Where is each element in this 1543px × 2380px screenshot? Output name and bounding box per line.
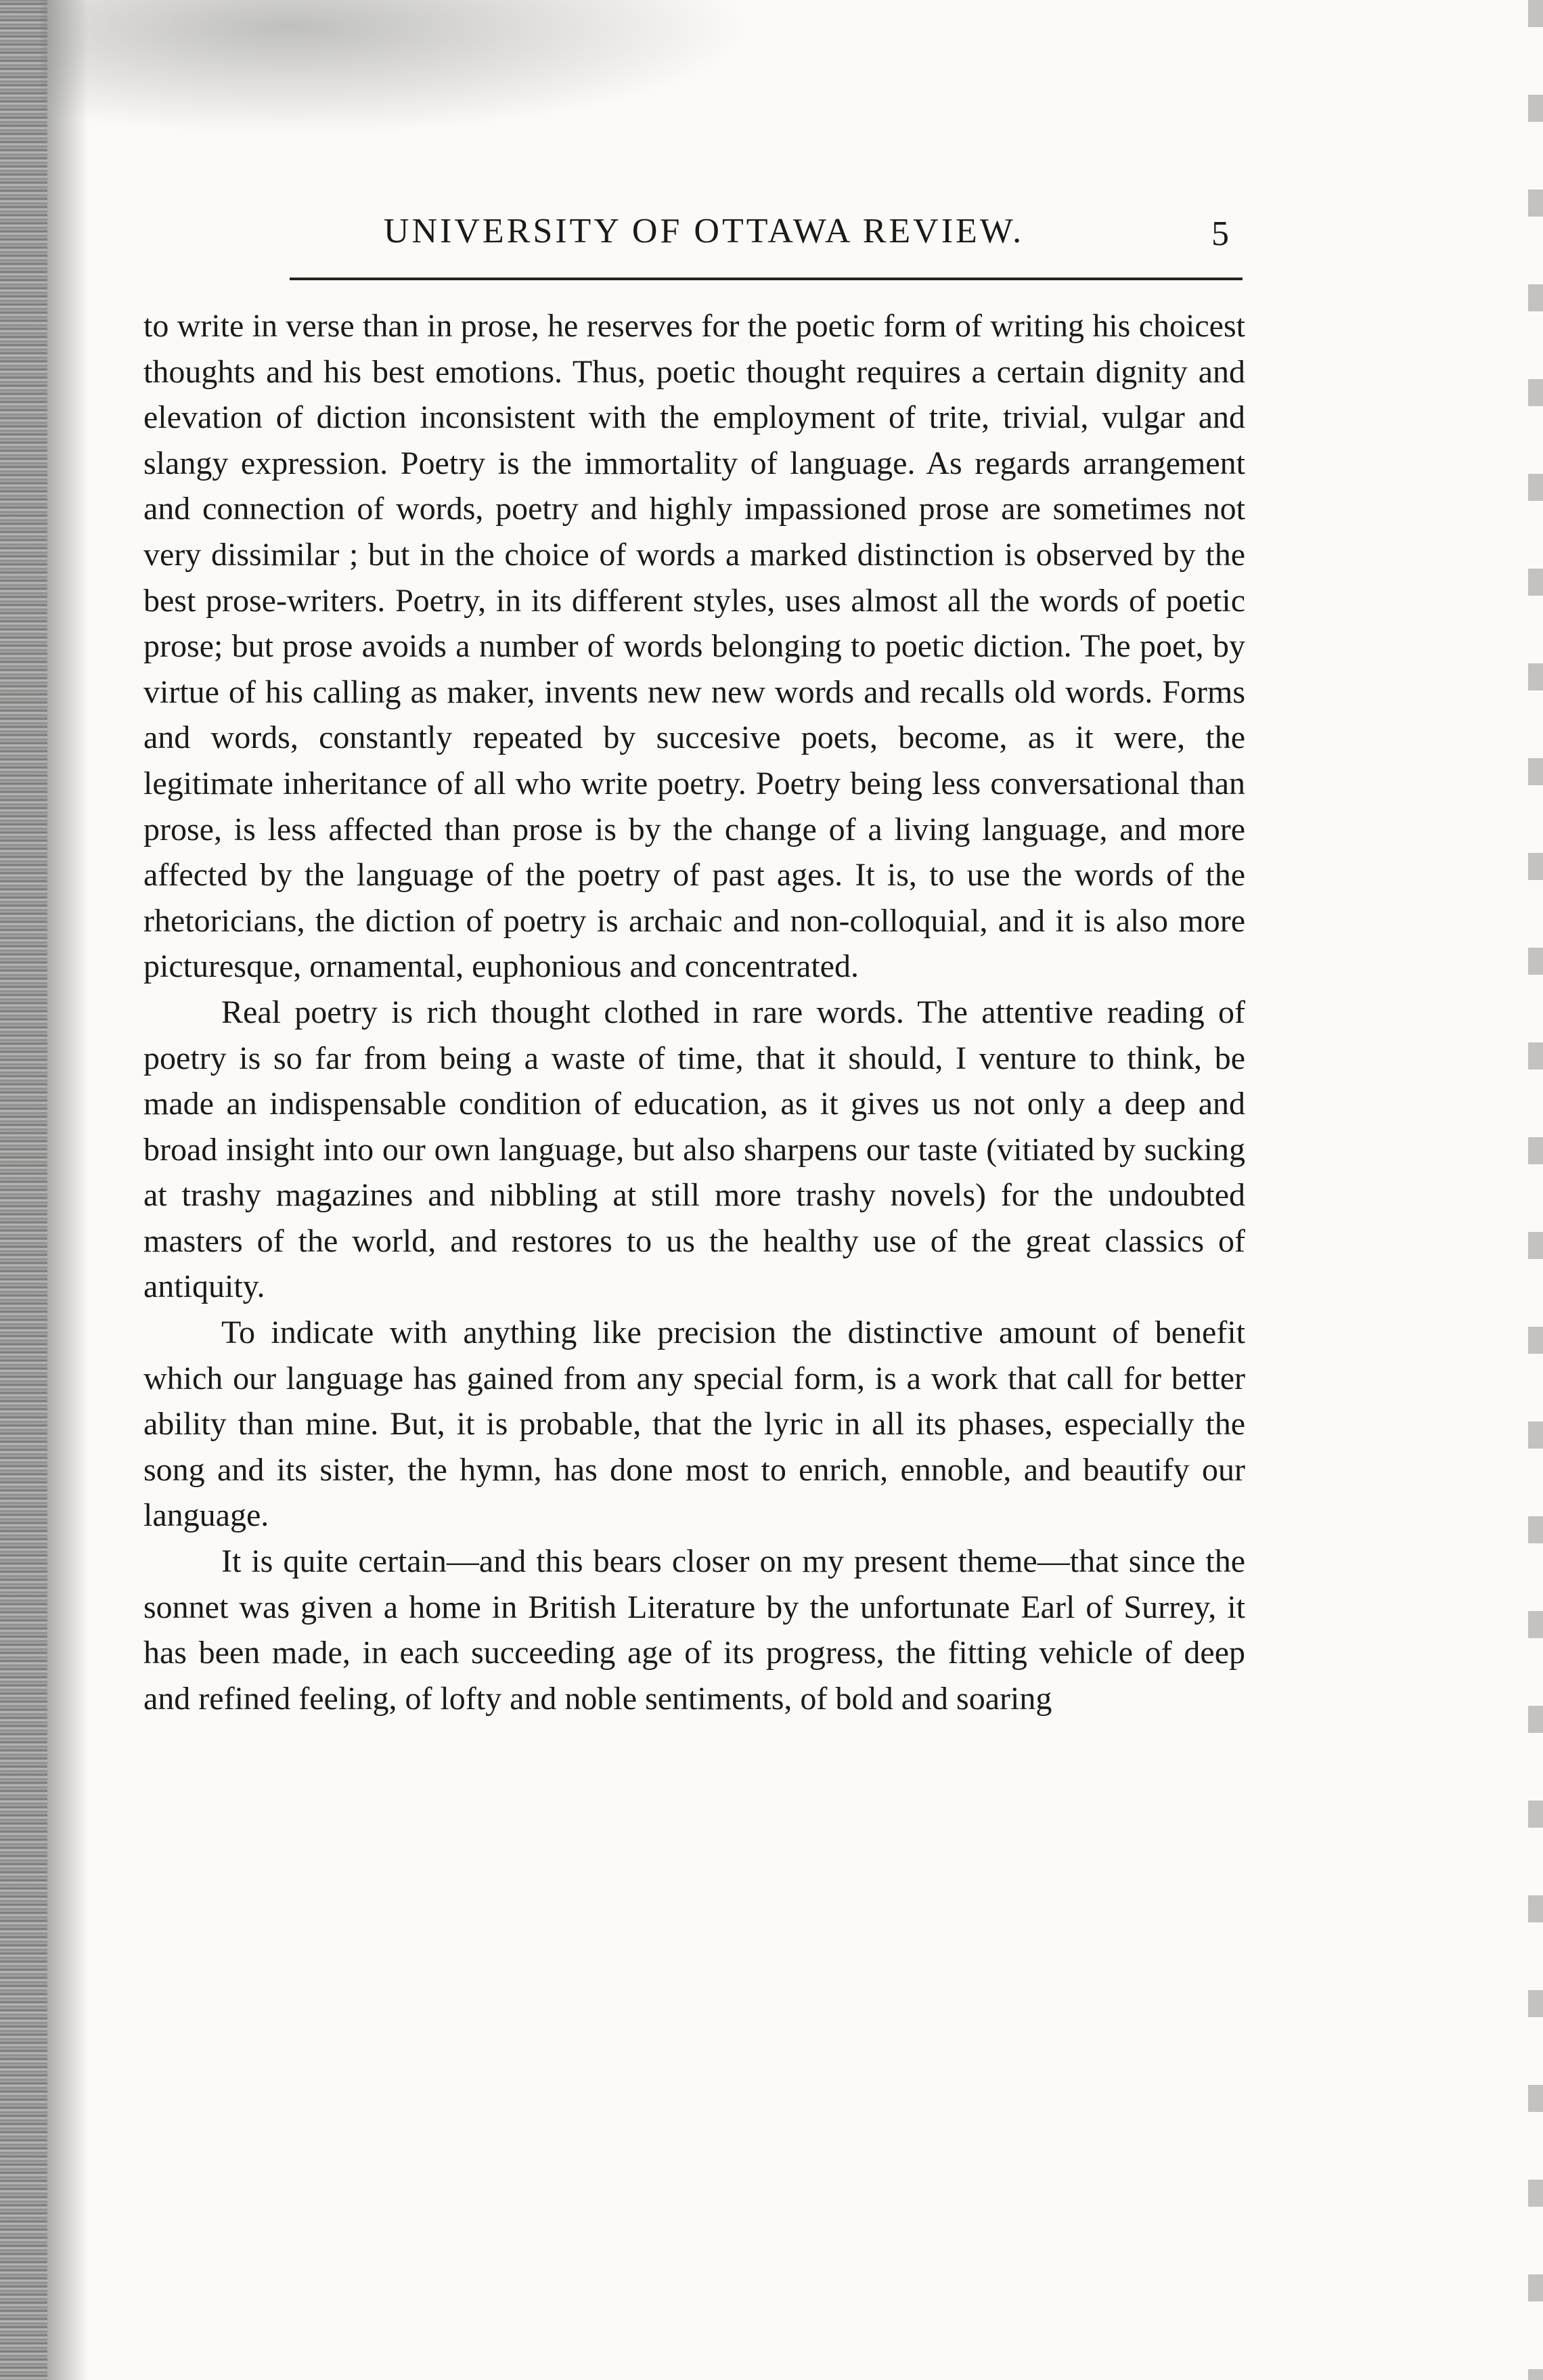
paragraph: It is quite certain—and this bears closer on my present theme—that since the sonnet was given a home in British Literature by the unfortunate Earl of Surrey, it has been made, in each succeeding age of its progress, the fitting vehicle of deep and refined feeling, of lofty and noble sentiments, of bold and soaring [143, 1543, 1245, 1717]
paragraph: Real poetry is rich thought clothed in rare words. The attentive reading of poetry is so far from being a waste of time, that it should, I venture to think, be made an indispensable condition of education, as it gives us not only a deep and broad insight into our own language, but also sharpens our taste (vitiated by sucking at trashy magazines and nibbling at still more trashy novels) for the undoubted masters of the world, and restores to us the healthy use of the great classics of antiquity. [143, 994, 1245, 1305]
scan-right-edge [1528, 0, 1543, 2380]
scan-binding-edge [0, 0, 47, 2380]
scan-binding-shadow [47, 0, 88, 2380]
header-rule [290, 278, 1243, 280]
paragraph: to write in verse than in prose, he reserves for the poetic form of writing his choicest thoughts and his best emotions. Thus, poetic thought requires a certain dignity and elevation of diction inconsistent with the employment of trite, trivial, vulgar and slangy expression. Poetry is the immortality of language. As regards arrangement and connection of words, poetry and highly impassioned prose are sometimes not very dissimilar ; but in the choice of words a marked distinction is observed by the best prose-writers. Poetry, in its different styles, uses almost all the words of poetic prose; but prose avoids a number of words belonging to poetic diction. The poet, by virtue of his calling as maker, invents new new words and recalls old words. Forms and words, constantly repeated by succesive poets, become, as it were, the legitimate inheritance of all who write poetry. Poetry being less conversational than prose, is less affected than prose is by the change of a living language, and more affected by the language of the poetry of past ages. It is, to use the words of the rhetoricians, the diction of poetry is archaic and non-colloquial, and it is also more picturesque, ornamental, euphonious and concentrated. [143, 308, 1245, 985]
paragraph: To indicate with anything like precision the distinctive amount of benefit which our language has gained from any special form, is a work that call for better ability than mine. But, it is probable, that the lyric in all its phases, especially the song and its sister, the hymn, has done most to enrich, ennoble, and beautify our language. [143, 1315, 1245, 1534]
running-head: UNIVERSITY OF OTTAWA REVIEW. [383, 212, 1025, 250]
scan-smudge [41, 0, 751, 135]
page-number: 5 [1211, 215, 1229, 253]
body-text [143, 303, 1245, 1721]
